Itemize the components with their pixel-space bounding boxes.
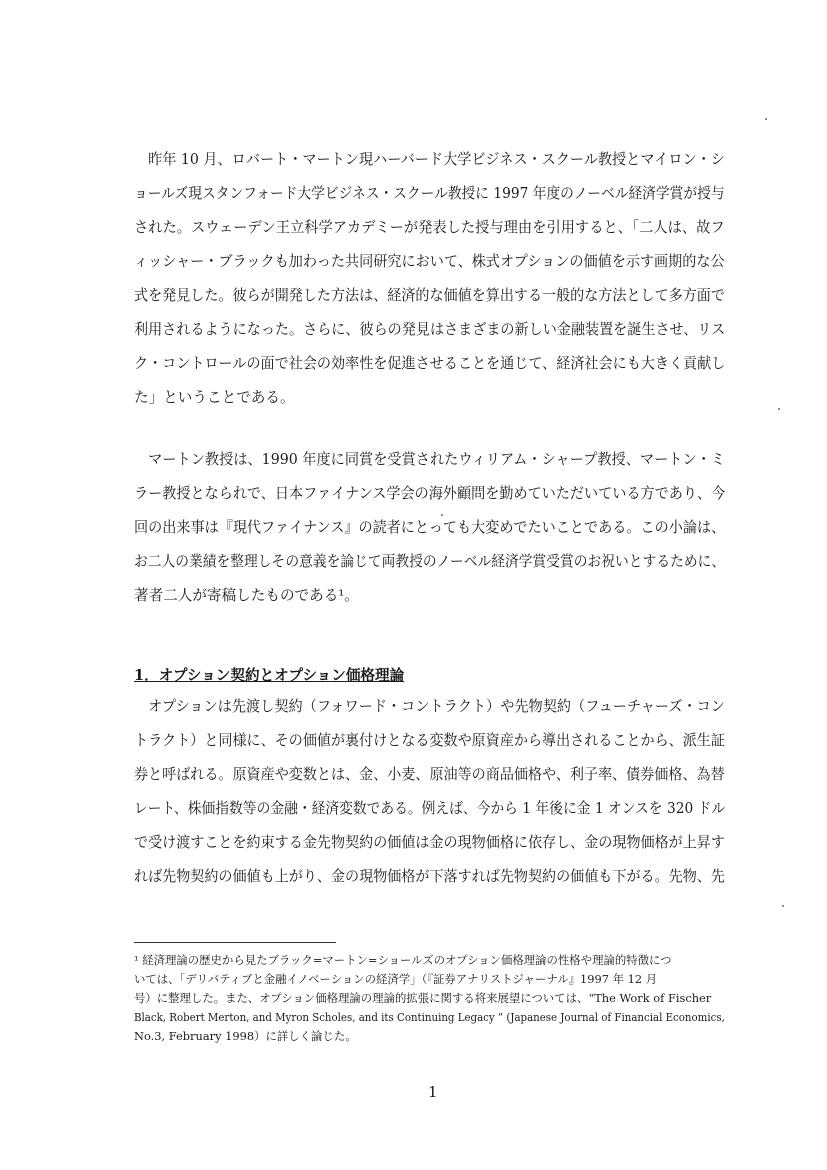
text-line: ラー教授となられで、日本ファイナンス学会の海外顧問を勤めていただいている方であり、今 [134, 485, 726, 502]
footnote-line: いては、「デリバティブと金融イノベーションの経済学」（『証券アナリストジャーナル』1997 年 12 月 [134, 972, 658, 986]
scan-speck [782, 905, 784, 907]
text-line: で受け渡すことを約束する金先物契約の価値は金の現物価格に依存し、金の現物価格が上昇す [134, 834, 725, 851]
scan-speck [778, 408, 780, 410]
text-line: 利用されるようになった。さらに、彼らの発見はさまざまの新しい金融装置を誕生させ、リス [134, 321, 726, 338]
text-line: マートン教授は、1990 年度に同賞を受賞されたウィリアム・シャープ教授、マートン・ミ [134, 451, 726, 468]
text-line: お二人の業績を整理しその意義を論じて両教授のノーベル経済学賞受賞のお祝いとするために、 [134, 553, 726, 570]
text-line: レート、株価指数等の金融・経済変数である。例えば、今から 1 年後に金 1 オンスを 320 ドル [134, 800, 726, 817]
page-number: 1 [428, 1083, 438, 1101]
text-line: 昨年 10 月、ロバート・マートン現ハーバード大学ビジネス・スクール教授とマイロン・シ [134, 151, 725, 168]
text-line: ィッシャー・ブラックも加わった共同研究において、株式オプションの価値を示す画期的な公 [134, 253, 725, 270]
text-line: された。スウェーデン王立科学アカデミーが発表した授与理由を引用すると、「二人は、故フ [134, 219, 725, 236]
text-line: 式を発見した。彼らが開発した方法は、経済的な価値を算出する一般的な方法として多方面で [134, 287, 725, 304]
footnote-line: ¹ 経済理論の歴史から見たブラック=マートン=ショールズのオプション価格理論の性格や理論的特徴につ [134, 953, 672, 967]
text-line: 回の出来事は『現代ファイナンス』の読者にとっても大変めでたいことである。この小論は、 [134, 519, 726, 536]
text-line: れば先物契約の価値も上がり、金の現物価格が下落すれば先物契約の価値も下がる。先物、先 [134, 868, 725, 885]
text-line: トラクト）と同様に、その価値が裏付けとなる変数や原資産から導出されることから、派生証 [134, 732, 725, 749]
scan-speck [765, 118, 767, 120]
footnote-line: No.3, February 1998）に詳しく論じた。 [134, 1029, 357, 1043]
text-line: ョールズ現スタンフォード大学ビジネス・スクール教授に 1997 年度のノーベル経済学賞が授与 [134, 185, 725, 202]
text-line: 券と呼ばれる。原資産や変数とは、金、小麦、原油等の商品価格や、利子率、債券価格、為替 [134, 766, 725, 783]
footnote-line: Black, Robert Merton, and Myron Scholes, and its Continuing Legacy ” (Japanese Journal of Financial Economics, [134, 1010, 725, 1024]
footnote-line: 号）に整理した。また、オプション価格理論の理論的拡張に関する将来展望については、“The Work of Fischer [134, 991, 712, 1005]
text-line: ク・コントロールの面で社会の効率性を促進させることを通じて、経済社会にも大きく貢献し [134, 355, 726, 372]
text-line: 著者二人が寄稿したものである¹。 [134, 587, 359, 604]
scan-speck [441, 514, 443, 516]
text-line: た」ということである。 [134, 389, 295, 406]
text-line: オプションは先渡し契約（フォワード・コントラクト）や先物契約（フューチャーズ・コン [134, 698, 725, 715]
footnote-rule [134, 942, 336, 943]
section-heading: 1．オプション契約とオプション価格理論 [134, 667, 405, 684]
